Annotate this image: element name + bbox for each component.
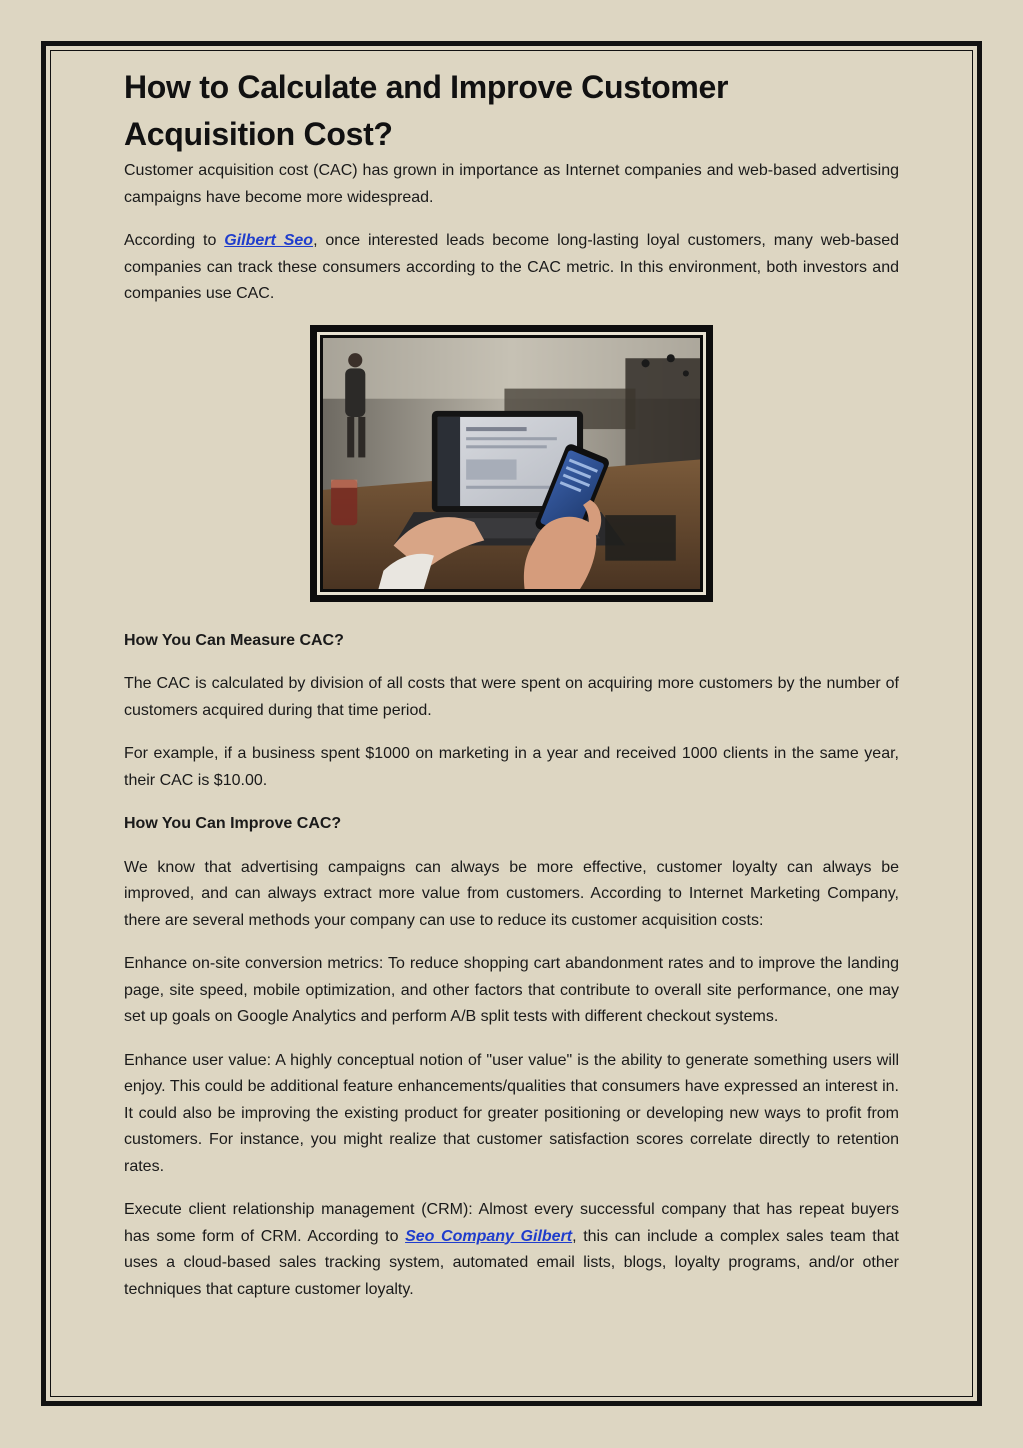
- page-title: How to Calculate and Improve Customer Acquisition Cost?: [124, 69, 729, 152]
- measure-cac-heading: How You Can Measure CAC?: [124, 631, 344, 649]
- laptop-phone-photo: [323, 338, 700, 589]
- measure-paragraph-1: The CAC is calculated by division of all costs that were spent on acquiring more customers by the number of customers acquired during that time period.: [124, 675, 899, 719]
- improve-cac-heading: How You Can Improve CAC?: [124, 815, 342, 832]
- improve-paragraph-1: We know that advertising campaigns can always be more effective, customer loyalty can always be improved, and can always extract more value from customers. According to Internet Marketing Company, there are several methods your company can use to reduce its customer acquisition costs:: [124, 858, 899, 929]
- document-body: [124, 64, 899, 1320]
- improve-paragraph-2: Enhance on-site conversion metrics: To reduce shopping cart abandonment rates and to improve the landing page, site speed, mobile optimization, and other factors that contribute to overall site performance, one may set up goals on Google Analytics and perform A/B split tests with different checkout systems.: [124, 955, 899, 1025]
- paragraph-text: According to: [124, 232, 225, 249]
- photo-frame: [310, 325, 713, 602]
- paragraph-text: , once interested leads become long-lasting loyal customers, many web-based companies can track these consumers according to the CAC metric. In this environment, both investors and companies use CAC.: [124, 232, 899, 302]
- paragraph-text: Execute client relationship management (CRM): Almost every successful company that has repeat buyers has some form of CRM. According to: [124, 1201, 899, 1245]
- paragraph-text: , this can include a complex sales team that uses a cloud-based sales tracking system, automated email lists, blogs, loyalty programs, and/or other techniques that capture customer loyalty.: [124, 1227, 899, 1298]
- intro-paragraph: Customer acquisition cost (CAC) has grown in importance as Internet companies and web-based advertising campaigns have become more widespread.: [124, 162, 899, 206]
- measure-paragraph-2: For example, if a business spent $1000 on marketing in a year and received 1000 clients in the same year, their CAC is $10.00.: [124, 745, 899, 789]
- seo-company-gilbert-link[interactable]: Seo Company Gilbert: [405, 1227, 573, 1245]
- paragraph-gilbert-seo: [124, 228, 899, 308]
- paragraph-seo-company-gilbert: [124, 1197, 899, 1303]
- improve-paragraph-3: Enhance user value: A highly conceptual notion of "user value" is the ability to generate something users will enjoy. This could be additional feature enhancements/qualities that consumers have expressed an interest in. It could also be improving the existing product for greater positioning or developing new ways to profit from customers. For instance, you might realize that customer satisfaction scores correlate directly to retention rates.: [124, 1051, 899, 1175]
- gilbert-seo-link[interactable]: Gilbert Seo: [224, 232, 314, 249]
- photo-frame-ring: [317, 332, 706, 595]
